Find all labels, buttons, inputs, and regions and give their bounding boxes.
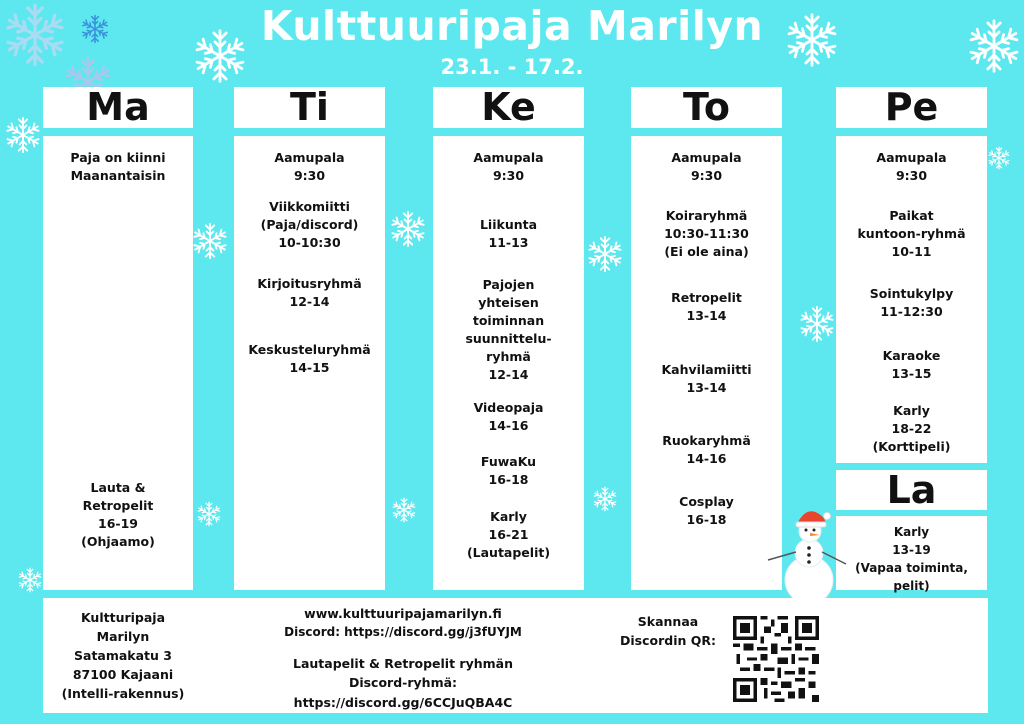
day-column-ma [43,136,193,590]
day-column-la [836,516,987,593]
snowman-icon [764,500,848,598]
day-header-pe: Pe [836,87,987,128]
group-title: Lautapelit & Retropelit ryhmän Discord-ryhmä: [292,656,513,690]
event-ke-videopaja: Videopaja 14-16 [473,400,544,433]
day-column-pe [836,136,987,463]
snowflake-icon [798,305,836,343]
group-discord-link[interactable]: https://discord.gg/6CCJuQBA4C [293,695,513,710]
footer-panel [43,598,988,713]
discord-link[interactable]: Discord: https://discord.gg/j3fUYJM [284,625,522,639]
day-column-ke [433,136,584,590]
day-header-to: To [631,87,782,128]
day-header-ma: Ma [43,87,193,128]
day-column-ti [234,136,385,590]
event-to-kahvilamiitti: Kahvilamiitti 13-14 [661,362,752,395]
page-title: Kulttuuripaja Marilyn [260,2,764,50]
event-ma-closed: Paja on kiinni Maanantaisin [70,150,166,183]
event-ke-fuwaku: FuwaKu 16-18 [480,454,537,487]
snowflake-icon [391,497,417,523]
qr-label: Skannaa Discordin QR: [620,614,716,648]
snowflake-icon [586,235,624,273]
event-ke-suunnitteluryhma: Pajojen yhteisen toiminnan suunnittelu- ryhmä 12-14 [465,277,552,382]
event-ke-liikunta: Liikunta 11-13 [479,217,538,250]
website-link[interactable]: www.kulttuuripajamarilyn.fi [304,606,502,621]
footer-address: Kultturipaja Marilyn Satamakatu 3 87100 Kajaani (Intelli-rakennus) [61,610,185,701]
event-pe-paikat-kuntoon: Paikat kuntoon-ryhmä 10-11 [857,208,966,259]
event-ma-retropelit: Lauta & Retropelit 16-19 (Ohjaamo) [81,480,155,549]
event-la-karly: Karly 13-19 (Vapaa toiminta, pelit) [855,525,968,593]
event-to-aamupala: Aamupala 9:30 [671,150,742,183]
day-column-to [631,136,782,590]
snowflake-icon [389,210,427,248]
snowflake-icon [987,146,1011,170]
day-header-ti: Ti [234,87,385,128]
event-pe-sointukylpy: Sointukylpy 11-12:30 [869,286,954,319]
qr-code-icon[interactable] [733,616,819,702]
event-to-cosplay: Cosplay 16-18 [679,494,734,527]
event-ke-karly: Karly 16-21 (Lautapelit) [466,509,551,560]
event-pe-karly: Karly 18-22 (Korttipeli) [872,403,951,454]
event-pe-aamupala: Aamupala 9:30 [876,150,947,183]
day-header-la: La [836,470,987,510]
snowflake-icon [191,222,229,260]
day-header-ke: Ke [433,87,584,128]
snowflake-icon [4,116,42,154]
event-ti-kirjoitusryhma: Kirjoitusryhmä 12-14 [257,276,362,309]
snowflake-icon [17,567,43,593]
snowflake-icon [196,501,222,527]
event-to-koiraryhma: Koiraryhmä 10:30-11:30 (Ei ole aina) [664,208,749,259]
date-range: 23.1. - 17.2. [440,55,584,79]
event-ti-viikkomiitti: Viikkomiitti (Paja/discord) 10-10:30 [260,199,359,250]
event-ti-aamupala: Aamupala 9:30 [274,150,345,183]
event-pe-karaoke: Karaoke 13-15 [882,348,941,381]
snowflake-icon [592,486,618,512]
event-ti-keskusteluryhma: Keskusteluryhmä 14-15 [248,342,371,375]
event-ke-aamupala: Aamupala 9:30 [473,150,544,183]
event-to-ruokaryhma: Ruokaryhmä 14-16 [662,433,751,466]
event-to-retropelit: Retropelit 13-14 [671,290,742,323]
